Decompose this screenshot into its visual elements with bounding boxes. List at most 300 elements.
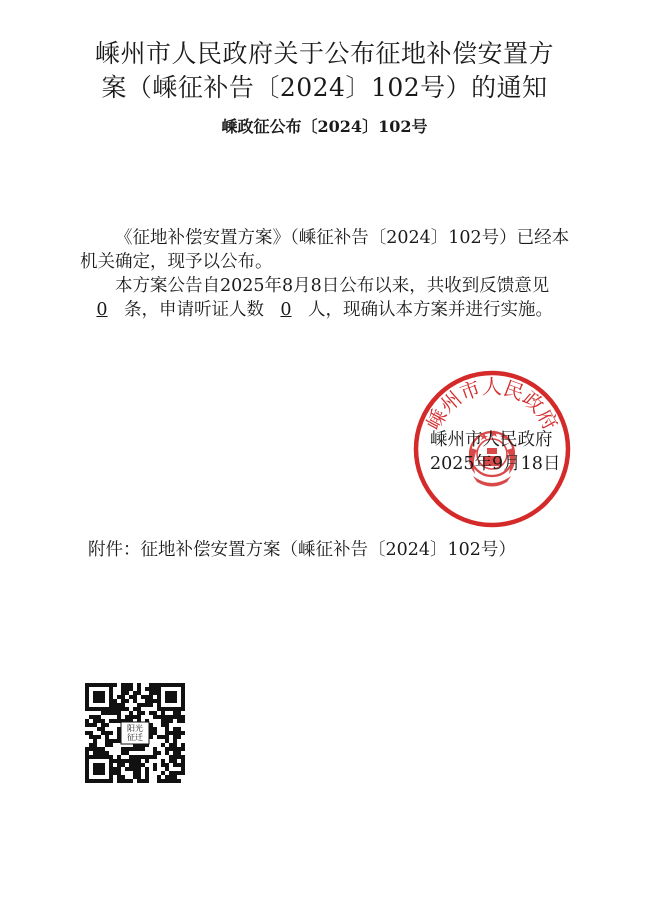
qr-module bbox=[121, 759, 125, 763]
qr-module bbox=[117, 779, 121, 783]
qr-module bbox=[153, 767, 157, 771]
qr-module bbox=[117, 739, 121, 743]
qr-module bbox=[161, 723, 165, 727]
qr-module bbox=[89, 723, 93, 727]
qr-module bbox=[165, 775, 169, 779]
qr-module bbox=[149, 735, 153, 739]
qr-finder-module bbox=[101, 695, 105, 699]
qr-module bbox=[133, 771, 137, 775]
qr-module bbox=[137, 703, 141, 707]
qr-module bbox=[117, 763, 121, 767]
qr-code bbox=[83, 676, 187, 790]
qr-module bbox=[165, 715, 169, 719]
qr-module bbox=[141, 779, 145, 783]
qr-module bbox=[85, 731, 89, 735]
qr-module bbox=[117, 711, 121, 715]
qr-module bbox=[165, 747, 169, 751]
qr-module bbox=[97, 727, 101, 731]
qr-module bbox=[181, 731, 185, 735]
qr-module bbox=[165, 779, 169, 783]
qr-module bbox=[173, 755, 177, 759]
qr-module bbox=[177, 727, 181, 731]
qr-finder-module bbox=[157, 683, 161, 687]
qr-module bbox=[85, 719, 89, 723]
qr-finder-module bbox=[89, 755, 93, 759]
qr-finder-module bbox=[165, 699, 169, 703]
qr-finder-module bbox=[105, 755, 109, 759]
qr-finder-module bbox=[173, 695, 177, 699]
document-number: 嵊政征公布〔2024〕102号 bbox=[221, 117, 428, 136]
qr-module bbox=[173, 731, 177, 735]
qr-module bbox=[177, 755, 181, 759]
qr-module bbox=[89, 715, 93, 719]
qr-module bbox=[117, 707, 121, 711]
qr-module bbox=[161, 711, 165, 715]
qr-module bbox=[129, 695, 133, 699]
qr-center-label: 阳光 bbox=[127, 724, 143, 733]
qr-module bbox=[157, 779, 161, 783]
qr-finder-module bbox=[85, 779, 89, 783]
qr-module bbox=[133, 767, 137, 771]
qr-module bbox=[149, 755, 153, 759]
qr-module bbox=[141, 763, 145, 767]
qr-finder-module bbox=[93, 779, 97, 783]
qr-finder-module bbox=[85, 691, 89, 695]
qr-module bbox=[165, 767, 169, 771]
qr-module bbox=[93, 723, 97, 727]
qr-module bbox=[157, 735, 161, 739]
qr-module bbox=[165, 763, 169, 767]
qr-module bbox=[125, 751, 129, 755]
qr-finder-module bbox=[101, 683, 105, 687]
qr-module bbox=[149, 695, 153, 699]
qr-module bbox=[145, 775, 149, 779]
qr-module bbox=[161, 743, 165, 747]
qr-module bbox=[145, 699, 149, 703]
qr-finder-module bbox=[85, 699, 89, 703]
qr-finder-module bbox=[109, 691, 113, 695]
qr-module bbox=[125, 683, 129, 687]
qr-finder-module bbox=[177, 707, 181, 711]
qr-module bbox=[101, 747, 105, 751]
qr-finder-module bbox=[93, 699, 97, 703]
attachment-note: 附件：征地补偿安置方案（嵊征补告〔2024〕102号） bbox=[88, 540, 516, 560]
qr-module bbox=[153, 731, 157, 735]
qr-module bbox=[125, 687, 129, 691]
qr-module bbox=[161, 735, 165, 739]
qr-module bbox=[129, 755, 133, 759]
qr-finder-module bbox=[93, 683, 97, 687]
qr-finder-module bbox=[157, 695, 161, 699]
qr-module bbox=[121, 683, 125, 687]
qr-finder-module bbox=[161, 707, 165, 711]
qr-module bbox=[113, 707, 117, 711]
qr-module bbox=[153, 699, 157, 703]
qr-module bbox=[181, 755, 185, 759]
qr-module bbox=[125, 707, 129, 711]
qr-module bbox=[129, 715, 133, 719]
qr-module bbox=[181, 759, 185, 763]
qr-finder-module bbox=[169, 699, 173, 703]
qr-module bbox=[121, 779, 125, 783]
qr-module bbox=[161, 759, 165, 763]
qr-module bbox=[113, 703, 117, 707]
qr-module bbox=[121, 747, 125, 751]
qr-finder-module bbox=[93, 763, 97, 767]
qr-module bbox=[117, 735, 121, 739]
qr-module bbox=[177, 731, 181, 735]
qr-module bbox=[165, 739, 169, 743]
qr-finder-module bbox=[165, 683, 169, 687]
qr-module bbox=[137, 747, 141, 751]
qr-module bbox=[113, 711, 117, 715]
qr-finder-module bbox=[173, 683, 177, 687]
qr-module bbox=[93, 739, 97, 743]
qr-module bbox=[173, 711, 177, 715]
document-title-line-2: 案（嵊征补告〔2024〕102号）的通知 bbox=[101, 73, 548, 102]
qr-module bbox=[109, 731, 113, 735]
qr-module bbox=[169, 719, 173, 723]
qr-module bbox=[169, 715, 173, 719]
qr-module bbox=[169, 743, 173, 747]
qr-module bbox=[129, 683, 133, 687]
qr-module bbox=[169, 755, 173, 759]
qr-module bbox=[149, 683, 153, 687]
qr-module bbox=[101, 727, 105, 731]
qr-module bbox=[93, 715, 97, 719]
qr-module bbox=[109, 743, 113, 747]
qr-module bbox=[109, 739, 113, 743]
qr-module bbox=[105, 743, 109, 747]
qr-module bbox=[97, 751, 101, 755]
qr-module bbox=[173, 763, 177, 767]
qr-module bbox=[161, 779, 165, 783]
qr-module bbox=[137, 711, 141, 715]
qr-module bbox=[177, 751, 181, 755]
qr-module bbox=[125, 759, 129, 763]
qr-module bbox=[129, 763, 133, 767]
qr-module bbox=[173, 775, 177, 779]
qr-finder-module bbox=[93, 771, 97, 775]
qr-module bbox=[101, 723, 105, 727]
qr-module bbox=[149, 723, 153, 727]
qr-module bbox=[169, 779, 173, 783]
qr-module bbox=[97, 715, 101, 719]
qr-finder-module bbox=[109, 703, 113, 707]
qr-module bbox=[173, 735, 177, 739]
qr-finder-module bbox=[93, 695, 97, 699]
qr-module bbox=[137, 687, 141, 691]
qr-center-label-2: 征迁 bbox=[127, 733, 143, 742]
qr-module bbox=[137, 763, 141, 767]
qr-finder-module bbox=[109, 779, 113, 783]
qr-finder-module bbox=[89, 683, 93, 687]
qr-module bbox=[93, 747, 97, 751]
qr-module bbox=[149, 687, 153, 691]
qr-finder-module bbox=[85, 775, 89, 779]
qr-module bbox=[133, 699, 137, 703]
qr-module bbox=[129, 711, 133, 715]
qr-module bbox=[129, 747, 133, 751]
qr-module bbox=[149, 727, 153, 731]
qr-module bbox=[129, 759, 133, 763]
body-paragraph-2 bbox=[80, 274, 580, 322]
body-paragraph-1: 《征地补偿安置方案》（嵊征补告〔2024〕102号）已经本机关确定，现予以公布。 bbox=[80, 228, 570, 272]
qr-module bbox=[121, 763, 125, 767]
qr-finder-module bbox=[169, 683, 173, 687]
qr-finder-module bbox=[85, 707, 89, 711]
qr-finder-module bbox=[157, 707, 161, 711]
qr-module bbox=[169, 775, 173, 779]
qr-module bbox=[125, 767, 129, 771]
qr-module bbox=[173, 739, 177, 743]
qr-module bbox=[117, 695, 121, 699]
qr-finder-module bbox=[173, 699, 177, 703]
qr-finder-module bbox=[109, 687, 113, 691]
qr-module bbox=[153, 763, 157, 767]
qr-module bbox=[121, 703, 125, 707]
qr-finder-module bbox=[101, 699, 105, 703]
qr-module bbox=[181, 763, 185, 767]
qr-module bbox=[89, 735, 93, 739]
qr-module bbox=[145, 779, 149, 783]
feedback-count: 0 bbox=[96, 300, 108, 320]
qr-finder-module bbox=[93, 767, 97, 771]
qr-module bbox=[173, 715, 177, 719]
qr-finder-module bbox=[157, 699, 161, 703]
qr-finder-module bbox=[105, 779, 109, 783]
qr-module bbox=[177, 735, 181, 739]
qr-finder-module bbox=[161, 683, 165, 687]
qr-module bbox=[137, 715, 141, 719]
qr-module bbox=[141, 755, 145, 759]
qr-finder-module bbox=[93, 691, 97, 695]
qr-finder-module bbox=[89, 707, 93, 711]
qr-finder-module bbox=[101, 691, 105, 695]
qr-finder-module bbox=[85, 695, 89, 699]
qr-module bbox=[181, 719, 185, 723]
qr-finder-module bbox=[97, 699, 101, 703]
qr-finder-module bbox=[157, 691, 161, 695]
qr-finder-module bbox=[157, 687, 161, 691]
qr-module bbox=[141, 703, 145, 707]
qr-module bbox=[125, 747, 129, 751]
qr-finder-module bbox=[165, 695, 169, 699]
qr-finder-module bbox=[157, 703, 161, 707]
qr-finder-module bbox=[85, 755, 89, 759]
qr-module bbox=[137, 707, 141, 711]
qr-module bbox=[181, 715, 185, 719]
qr-module bbox=[169, 759, 173, 763]
qr-module bbox=[105, 751, 109, 755]
qr-finder-module bbox=[169, 707, 173, 711]
qr-module bbox=[101, 719, 105, 723]
qr-module bbox=[109, 711, 113, 715]
qr-module bbox=[85, 747, 89, 751]
qr-module bbox=[121, 707, 125, 711]
qr-finder-module bbox=[93, 707, 97, 711]
qr-module bbox=[149, 699, 153, 703]
qr-module bbox=[165, 735, 169, 739]
qr-module bbox=[85, 723, 89, 727]
qr-module bbox=[153, 711, 157, 715]
qr-module bbox=[177, 747, 181, 751]
qr-module bbox=[153, 691, 157, 695]
qr-module bbox=[93, 735, 97, 739]
qr-module bbox=[137, 759, 141, 763]
qr-module bbox=[117, 703, 121, 707]
qr-module bbox=[89, 743, 93, 747]
qr-module bbox=[181, 771, 185, 775]
qr-finder-module bbox=[173, 707, 177, 711]
qr-module bbox=[133, 695, 137, 699]
seal-text: 嵊州市人民政府 bbox=[421, 374, 563, 434]
qr-finder-module bbox=[93, 755, 97, 759]
qr-finder-module bbox=[109, 759, 113, 763]
qr-module bbox=[173, 751, 177, 755]
qr-module bbox=[161, 763, 165, 767]
qr-module bbox=[133, 775, 137, 779]
qr-module bbox=[177, 715, 181, 719]
qr-module bbox=[177, 711, 181, 715]
qr-finder-module bbox=[169, 691, 173, 695]
qr-module bbox=[113, 719, 117, 723]
qr-finder-module bbox=[173, 691, 177, 695]
qr-finder-module bbox=[181, 707, 185, 711]
paragraph-2-text-end: 人，现确认本方案并进行实施。 bbox=[308, 300, 553, 320]
qr-module bbox=[165, 731, 169, 735]
qr-module bbox=[137, 691, 141, 695]
qr-finder-module bbox=[109, 763, 113, 767]
qr-module bbox=[121, 699, 125, 703]
qr-module bbox=[145, 767, 149, 771]
qr-module bbox=[153, 715, 157, 719]
qr-finder-module bbox=[109, 699, 113, 703]
qr-module bbox=[117, 759, 121, 763]
qr-finder-module bbox=[181, 687, 185, 691]
qr-module bbox=[149, 691, 153, 695]
paragraph-2-text-middle: 条，申请听证人数 bbox=[124, 300, 264, 320]
qr-finder-module bbox=[85, 771, 89, 775]
qr-module bbox=[89, 747, 93, 751]
qr-module bbox=[149, 731, 153, 735]
qr-module bbox=[133, 759, 137, 763]
qr-module bbox=[89, 731, 93, 735]
qr-module bbox=[137, 755, 141, 759]
qr-module bbox=[129, 767, 133, 771]
qr-module bbox=[137, 775, 141, 779]
qr-module bbox=[121, 691, 125, 695]
qr-finder-module bbox=[85, 759, 89, 763]
qr-module bbox=[113, 739, 117, 743]
qr-module bbox=[161, 771, 165, 775]
qr-module bbox=[177, 719, 181, 723]
qr-module bbox=[169, 731, 173, 735]
qr-finder-module bbox=[97, 691, 101, 695]
qr-module bbox=[105, 723, 109, 727]
qr-module bbox=[101, 711, 105, 715]
hearing-count: 0 bbox=[280, 300, 292, 320]
qr-finder-module bbox=[105, 707, 109, 711]
qr-module bbox=[173, 759, 177, 763]
qr-module bbox=[121, 687, 125, 691]
signature-organization: 嵊州市人民政府 bbox=[430, 430, 553, 450]
qr-module bbox=[117, 715, 121, 719]
qr-module bbox=[181, 743, 185, 747]
qr-module bbox=[133, 707, 137, 711]
qr-finder-module bbox=[101, 771, 105, 775]
qr-module bbox=[137, 767, 141, 771]
qr-finder-module bbox=[181, 683, 185, 687]
qr-finder-module bbox=[85, 683, 89, 687]
qr-finder-module bbox=[97, 695, 101, 699]
qr-module bbox=[153, 687, 157, 691]
qr-module bbox=[145, 695, 149, 699]
qr-module bbox=[121, 751, 125, 755]
qr-finder-module bbox=[109, 707, 113, 711]
qr-module bbox=[157, 751, 161, 755]
qr-finder-module bbox=[85, 703, 89, 707]
qr-module bbox=[141, 747, 145, 751]
qr-module bbox=[113, 771, 117, 775]
qr-module bbox=[133, 755, 137, 759]
qr-module bbox=[105, 739, 109, 743]
qr-finder-module bbox=[109, 683, 113, 687]
qr-module bbox=[121, 695, 125, 699]
qr-module bbox=[113, 699, 117, 703]
qr-finder-module bbox=[101, 707, 105, 711]
qr-finder-module bbox=[109, 771, 113, 775]
qr-module bbox=[149, 703, 153, 707]
qr-module bbox=[181, 747, 185, 751]
qr-finder-module bbox=[109, 755, 113, 759]
qr-module bbox=[173, 779, 177, 783]
qr-module bbox=[117, 775, 121, 779]
qr-module bbox=[109, 719, 113, 723]
qr-finder-module bbox=[181, 699, 185, 703]
qr-module bbox=[145, 755, 149, 759]
qr-module bbox=[105, 735, 109, 739]
qr-module bbox=[117, 731, 121, 735]
qr-module bbox=[117, 727, 121, 731]
qr-module bbox=[113, 759, 117, 763]
qr-module bbox=[121, 775, 125, 779]
qr-finder-module bbox=[177, 683, 181, 687]
qr-module bbox=[153, 751, 157, 755]
qr-module bbox=[93, 751, 97, 755]
qr-module bbox=[173, 747, 177, 751]
qr-module bbox=[125, 779, 129, 783]
qr-module bbox=[113, 683, 117, 687]
qr-finder-module bbox=[85, 767, 89, 771]
qr-module bbox=[105, 731, 109, 735]
qr-module bbox=[137, 779, 141, 783]
qr-module bbox=[133, 715, 137, 719]
qr-finder-module bbox=[97, 771, 101, 775]
qr-module bbox=[133, 691, 137, 695]
paragraph-2-text-start: 本方案公告自2025年8月8日公布以来，共收到反馈意见 bbox=[115, 276, 550, 296]
qr-finder-module bbox=[97, 683, 101, 687]
qr-module bbox=[173, 771, 177, 775]
qr-module bbox=[85, 751, 89, 755]
qr-module bbox=[165, 727, 169, 731]
qr-module bbox=[133, 747, 137, 751]
document-title-line-1: 嵊州市人民政府关于公布征地补偿安置方 bbox=[94, 39, 554, 68]
qr-module bbox=[129, 687, 133, 691]
qr-finder-module bbox=[165, 691, 169, 695]
qr-module bbox=[153, 747, 157, 751]
qr-module bbox=[177, 771, 181, 775]
